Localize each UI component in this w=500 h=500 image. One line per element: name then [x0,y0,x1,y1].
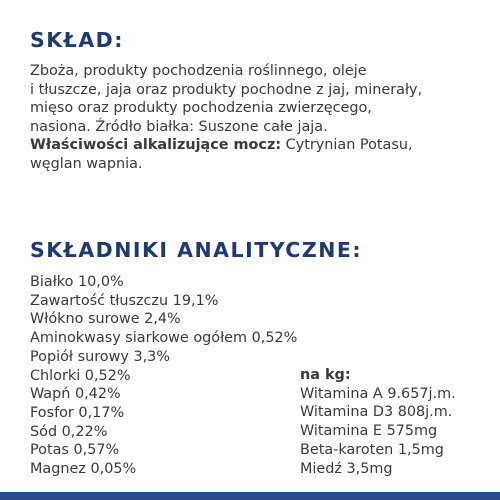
analytics-item: Białko 10,0% [30,274,124,290]
analytics-item: Sód 0,22% [30,423,108,440]
per-kg-item: Witamina D3 808j.m. [300,404,453,421]
alkaline-line [30,136,490,155]
composition-line: i tłuszcze, jaja oraz produkty pochodne z jaj, minerały, [30,81,423,98]
per-kg-list [300,366,456,478]
per-kg-item: Miedź 3,5mg [300,460,393,477]
analytics-item: Potas 0,57% [30,442,120,459]
composition-line: Zboża, produkty pochodzenia roślinnego, oleje [30,63,367,79]
analytics-item: Chlorki 0,52% [30,367,131,384]
composition-text [30,62,490,174]
analytics-list [30,273,297,479]
analytics-item: Włókno surowe 2,4% [30,311,181,328]
per-kg-item: Witamina E 575mg [300,423,438,440]
alkaline-value: Cytrynian Potasu, [281,137,413,154]
analytics-item: Wapń 0,42% [30,386,121,403]
composition-line: nasiona. Źródło białka: Suszone całe jaja. [30,118,328,135]
composition-heading: SKŁAD: [30,28,124,52]
analytics-item: Fosfor 0,17% [30,404,125,421]
per-kg-item: Beta-karoten 1,5mg [300,441,444,458]
analytics-item: Magnez 0,05% [30,461,137,478]
analytics-heading: SKŁADNIKI ANALITYCZNE: [30,238,363,262]
per-kg-label: na kg: [300,367,351,383]
per-kg-item: Witamina A 9.657j.m. [300,385,456,402]
analytics-item: Zawartość tłuszczu 19,1% [30,292,219,309]
bottom-accent-bar [0,492,500,500]
alkaline-line-2: węglan wapnia. [30,155,143,172]
analytics-item: Aminokwasy siarkowe ogółem 0,52% [30,330,298,347]
analytics-item: Popiół surowy 3,3% [30,348,171,365]
composition-line: mięso oraz produkty pochodzenia zwierzęcego, [30,100,372,117]
alkaline-label: Właściwości alkalizujące mocz: [30,137,282,154]
